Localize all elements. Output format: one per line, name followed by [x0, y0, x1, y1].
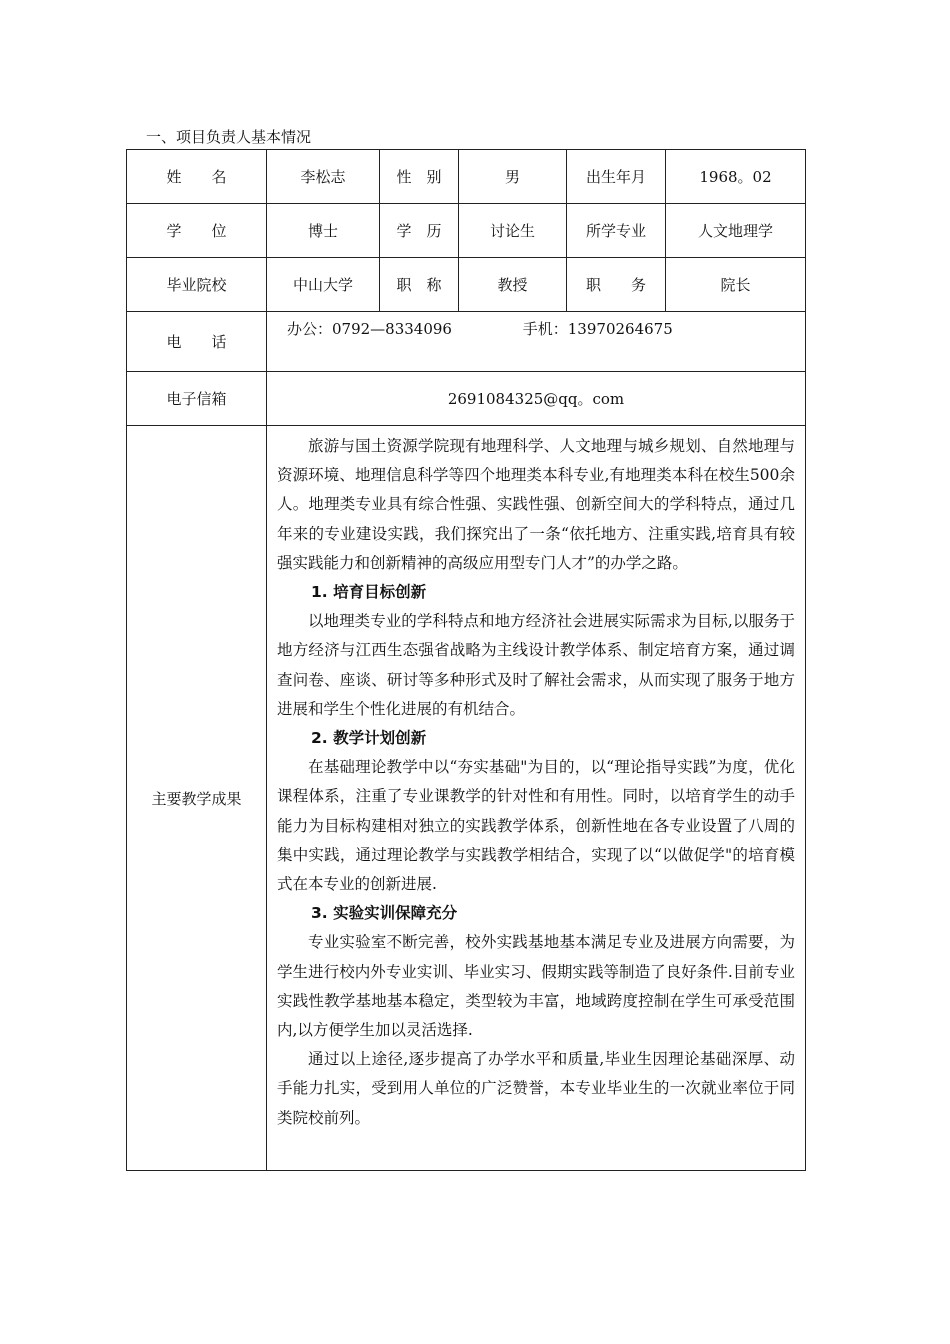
row-achievements: [127, 426, 806, 1171]
major-label: 所学专业: [567, 204, 666, 258]
position-label: 职 务: [567, 258, 666, 312]
row-email: [127, 372, 806, 426]
position-value: 院长: [666, 258, 806, 312]
achievements-intro: 旅游与国土资源学院现有地理科学、人文地理与城乡规划、自然地理与资源环境、地理信息科学等四个地理类本科专业,有地理类本科在校生500余人。地理类专业具有综合性强、实践性强、创新空间大的学科特点，通过几年来的专业建设实践，我们探究出了一条“依托地方、注重实践,培育具有较强实践能力和创新精神的高级应用型专门人才”的办学之路。: [277, 437, 795, 572]
phone-mobile: 手机：13970264675: [522, 320, 673, 338]
education-value: 讨论生: [459, 204, 567, 258]
heading-teaching-plan: 2. 教学计划创新: [311, 729, 427, 748]
title-label: 职 称: [380, 258, 459, 312]
education-label: 学 历: [380, 204, 459, 258]
birth-value: 1968。02: [666, 150, 806, 204]
gender-label: 性 别: [380, 150, 459, 204]
heading-training-goal: 1. 培育目标创新: [311, 583, 427, 602]
name-label: 姓 名: [127, 150, 267, 204]
paragraph-conclusion: 通过以上途径,逐步提高了办学水平和质量,毕业生因理论基础深厚、动手能力扎实，受到用人单位的广泛赞誉，本专业毕业生的一次就业率位于同类院校前列。: [277, 1050, 795, 1127]
paragraph-teaching-plan: 在基础理论教学中以“夯实基础"为目的，以“理论指导实践”为度，优化课程体系，注重了专业课教学的针对性和有用性。同时，以培育学生的动手能力为目标构建相对独立的实践教学体系，创新性地在各专业设置了八周的集中实践，通过理论教学与实践教学相结合，实现了以“以做促学"的培育模式在本专业的创新进展.: [277, 758, 795, 894]
gender-value: 男: [459, 150, 567, 204]
degree-label: 学 位: [127, 204, 267, 258]
email-label: 电子信箱: [127, 372, 267, 426]
phone-office: 办公：0792—8334096: [287, 320, 452, 338]
section-title: 一、项目负责人基本情况: [146, 128, 312, 146]
leader-info-table: [126, 149, 806, 1171]
row-degree: [127, 204, 806, 258]
paragraph-training-goal: 以地理类专业的学科特点和地方经济社会进展实际需求为目标,以服务于地方经济与江西生态强省战略为主线设计教学体系、制定培育方案，通过调查问卷、座谈、研讨等多种形式及时了解社会需求，从而实现了服务于地方进展和学生个性化进展的有机结合。: [277, 612, 795, 718]
school-value: 中山大学: [267, 258, 380, 312]
phone-value-cell: [267, 312, 806, 372]
major-value: 人文地理学: [666, 204, 806, 258]
degree-value: 博士: [267, 204, 380, 258]
row-name: [127, 150, 806, 204]
paragraph-lab-support: 专业实验室不断完善，校外实践基地基本满足专业及进展方向需要，为学生进行校内外专业实训、毕业实习、假期实践等制造了良好条件.目前专业实践性教学基地基本稳定，类型较为丰富，地域跨度控制在学生可承受范围内,以方便学生加以灵活选择.: [277, 933, 795, 1040]
row-phone: [127, 312, 806, 372]
name-value: 李松志: [267, 150, 380, 204]
achievements-content: [267, 426, 806, 1171]
phone-label: 电 话: [127, 312, 267, 372]
row-school: [127, 258, 806, 312]
email-value: 2691084325@qq。com: [267, 372, 806, 426]
title-value: 教授: [459, 258, 567, 312]
heading-lab-support: 3. 实验实训保障充分: [311, 904, 458, 923]
school-label: 毕业院校: [127, 258, 267, 312]
birth-label: 出生年月: [567, 150, 666, 204]
achievements-label: 主要教学成果: [127, 426, 267, 1171]
